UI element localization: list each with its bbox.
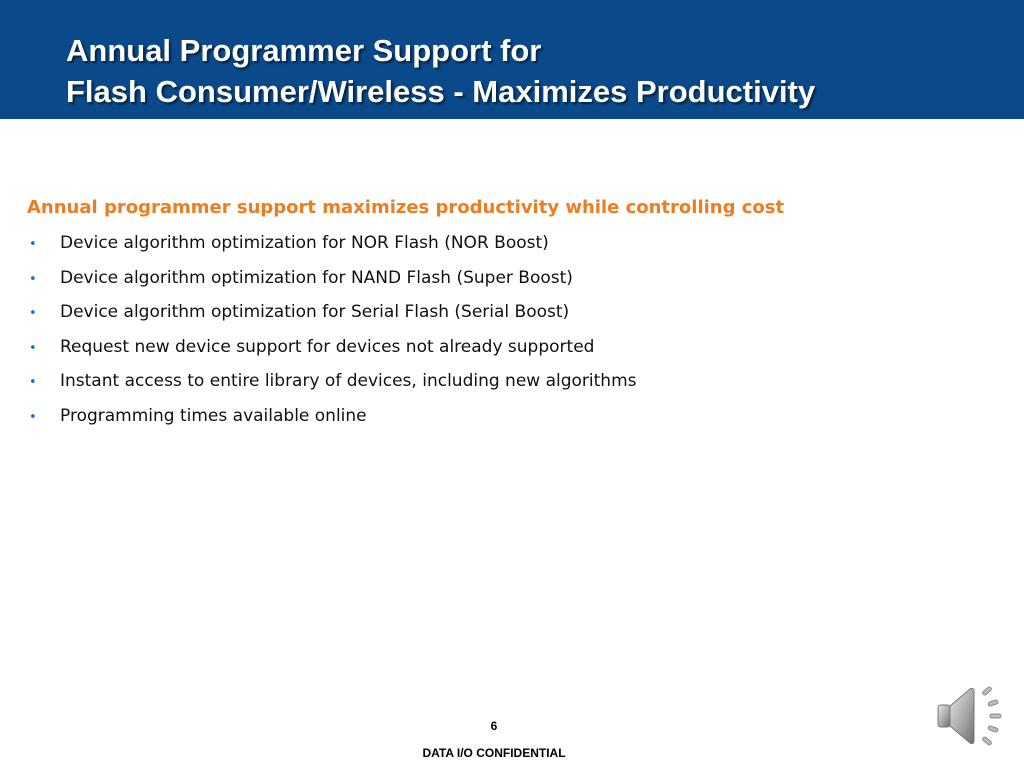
bullet-text: Device algorithm optimization for NOR Flash (NOR Boost) [60,233,549,253]
bullet-text: Device algorithm optimization for NAND Flash (Super Boost) [60,267,573,288]
bullet-text: Device algorithm optimization for Serial Flash (Serial Boost) [60,302,570,322]
speaker-icon-graphic [934,683,1006,749]
title-bar [0,0,1024,119]
bullet-item [27,331,1007,366]
speaker-icon[interactable] [934,683,1006,749]
bullet-item [27,262,1007,297]
bullet-text: Programming times available online [60,405,367,426]
bullet-marker: • [29,271,37,287]
bullet-marker: • [29,237,37,252]
slide-headline: Annual programmer support maximizes productivity while controlling cost [27,197,785,218]
bullet-item [27,296,1007,331]
slide-title-line-1: Annual Programmer Support for [66,33,542,68]
bullet-marker: • [29,375,37,390]
bullet-marker: • [29,306,37,321]
confidential-footer: DATA I/O CONFIDENTIAL [422,746,566,760]
page-number: 6 [490,719,498,733]
bullet-list [27,227,1007,434]
bullet-marker: • [29,340,37,356]
bullet-item [27,227,1007,262]
bullet-marker: • [29,409,37,425]
bullet-text: Request new device support for devices not already supported [60,336,595,357]
bullet-item [27,365,1007,400]
slide-content [27,194,1007,434]
slide-title-line-2: Flash Consumer/Wireless - Maximizes Productivity [66,74,816,109]
bullet-text: Instant access to entire library of devices, including new algorithms [60,371,637,391]
bullet-item [27,400,1007,435]
